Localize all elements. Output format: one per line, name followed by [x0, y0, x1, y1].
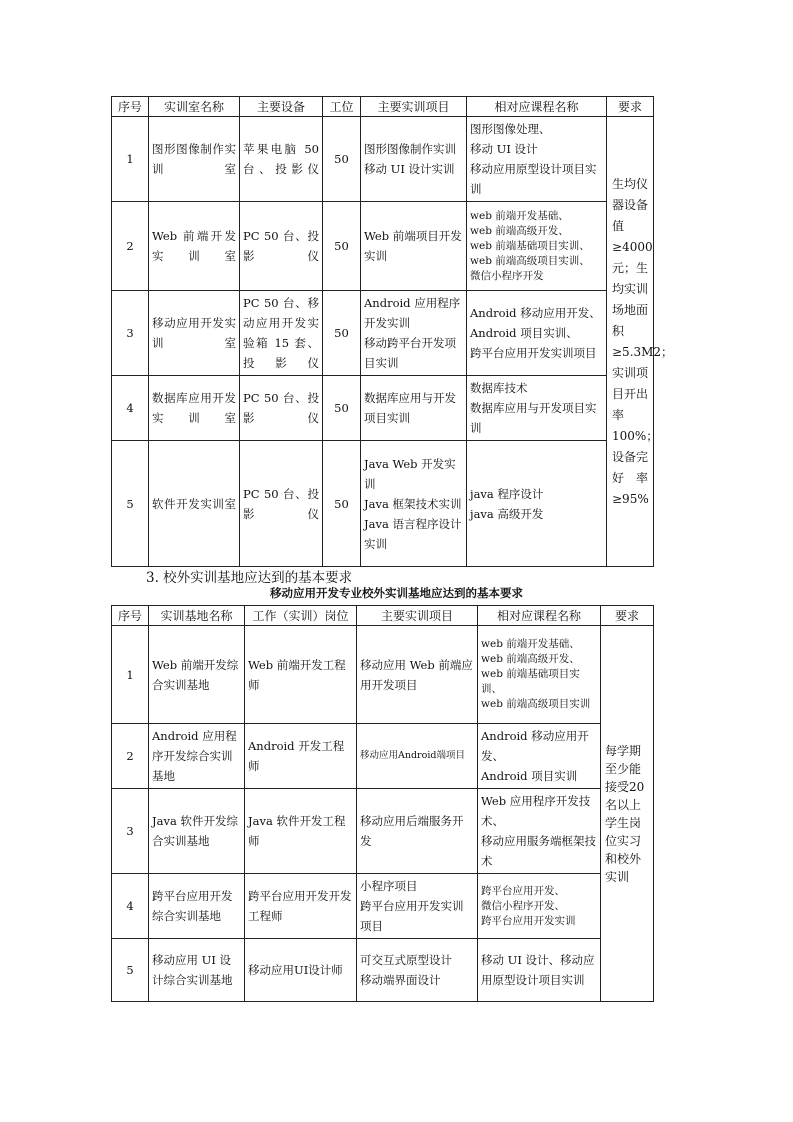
base-name: Android 应用程序开发综合实训基地	[149, 724, 245, 789]
projects-cell	[357, 874, 478, 939]
row-no: 5	[112, 939, 149, 1002]
header-no: 序号	[112, 606, 149, 626]
header-stations: 工位	[323, 97, 361, 117]
row-no: 4	[112, 874, 149, 939]
course-item: web 前端高级开发、	[481, 653, 580, 665]
base-name: Java 软件开发综合实训基地	[149, 789, 245, 874]
projects-cell	[361, 117, 467, 202]
course-item: 移动 UI 设计、移动应用原型设计项目实训	[481, 953, 595, 987]
header-no: 序号	[112, 97, 149, 117]
course-item: java 程序设计	[470, 486, 544, 501]
indoor-training-table	[111, 96, 674, 567]
course-item: 移动应用服务端框架技术	[481, 834, 596, 868]
requirement-cell: 生均仪器设备值≥4000 元；生均实训场地面积≥5.3M2；实训项目开出率100%；设备完好率≥95%	[607, 117, 654, 567]
course-item: web 前端基础项目实训、	[481, 668, 580, 695]
project-item: 跨平台应用开发实训项目	[360, 899, 464, 933]
room-name: 图形图像制作实训室	[149, 117, 240, 202]
project-item: 移动应用Android端项目	[360, 750, 465, 761]
project-item: 图形图像制作实训	[364, 142, 456, 156]
project-item: 小程序项目	[360, 879, 418, 893]
courses-cell	[478, 939, 601, 1002]
project-item: 移动 UI 设计实训	[364, 162, 455, 176]
courses-cell	[467, 376, 607, 441]
projects-cell	[361, 376, 467, 441]
course-item: Android 移动应用开发、	[470, 306, 601, 320]
course-item: 移动 UI 设计	[470, 142, 538, 156]
project-item: Java 框架技术实训	[364, 496, 462, 511]
room-name: 软件开发实训室	[149, 441, 240, 567]
header-post: 工作（实训）岗位	[245, 606, 357, 626]
course-item: Web 应用程序开发技术、	[481, 794, 591, 828]
course-item: web 前端开发基础、	[470, 209, 569, 222]
table-header-row	[112, 97, 654, 117]
row-no: 2	[112, 202, 149, 291]
row-no: 1	[112, 626, 149, 724]
table-row	[112, 626, 654, 724]
header-projects: 主要实训项目	[361, 97, 467, 117]
course-item: web 前端高级项目实训	[481, 698, 591, 710]
projects-cell	[361, 202, 467, 291]
project-item: 数据库应用与开发项目实训	[364, 391, 456, 425]
project-item: 移动跨平台开发项目实训	[364, 336, 456, 370]
base-name: Web 前端开发综合实训基地	[149, 626, 245, 724]
course-item: web 前端高级开发、	[470, 224, 569, 237]
course-item: Android 项目实训、	[470, 326, 578, 340]
header-requirement: 要求	[601, 606, 654, 626]
base-name: 跨平台应用开发综合实训基地	[149, 874, 245, 939]
offsite-training-table	[111, 605, 654, 1002]
course-item: java 高级开发	[470, 506, 544, 521]
equipment: PC 50 台、移动应用开发实验箱 15 套、投影仪	[240, 291, 323, 376]
course-item: Android 项目实训	[481, 769, 578, 783]
post: Java 软件开发工程师	[245, 789, 357, 874]
row-no: 2	[112, 724, 149, 789]
table-row	[112, 291, 654, 376]
courses-cell	[467, 291, 607, 376]
header-room-name: 实训室名称	[149, 97, 240, 117]
header-requirement: 要求	[607, 97, 654, 117]
projects-cell	[357, 626, 478, 724]
courses-cell	[478, 789, 601, 874]
equipment: PC 50 台、投影仪	[240, 202, 323, 291]
equipment: PC 50 台、投影仪	[240, 441, 323, 567]
projects-cell	[361, 441, 467, 567]
courses-cell	[478, 724, 601, 789]
row-no: 4	[112, 376, 149, 441]
project-item: Android 应用程序开发实训	[364, 296, 461, 330]
table-row	[112, 117, 654, 202]
course-item: Android 移动应用开发、	[481, 729, 589, 763]
project-item: 移动应用后端服务开发	[360, 814, 464, 848]
course-item: 图形图像处理、	[470, 122, 551, 136]
row-no: 5	[112, 441, 149, 567]
table-row	[112, 441, 654, 567]
header-courses: 相对应课程名称	[467, 97, 607, 117]
header-projects: 主要实训项目	[357, 606, 478, 626]
projects-cell	[357, 939, 478, 1002]
room-name: 移动应用开发实训室	[149, 291, 240, 376]
equipment: PC 50 台、投影仪	[240, 376, 323, 441]
stations: 50	[323, 202, 361, 291]
course-item: 微信小程序开发	[470, 269, 544, 282]
table-row	[112, 874, 654, 939]
row-no: 3	[112, 789, 149, 874]
post: Web 前端开发工程师	[245, 626, 357, 724]
course-item: 数据库技术	[470, 381, 528, 395]
course-item: web 前端开发基础、	[481, 638, 580, 650]
projects-cell	[361, 291, 467, 376]
base-name: 移动应用 UI 设计综合实训基地	[149, 939, 245, 1002]
header-courses: 相对应课程名称	[478, 606, 601, 626]
stations: 50	[323, 117, 361, 202]
table-row	[112, 724, 654, 789]
course-item: 微信小程序开发、	[481, 899, 565, 912]
project-item: Web 前端项目开发实训	[364, 229, 462, 263]
course-item: 跨平台应用开发实训项目	[470, 346, 597, 360]
courses-cell	[478, 626, 601, 724]
table-row	[112, 202, 654, 291]
project-item: 可交互式原型设计	[360, 953, 452, 967]
courses-cell	[478, 874, 601, 939]
requirement-cell: 每学期至少能接受20名以上学生岗位实习和校外实训	[601, 626, 654, 1002]
projects-cell	[357, 724, 478, 789]
course-item: 跨平台应用开发、	[481, 884, 565, 897]
header-equipment: 主要设备	[240, 97, 323, 117]
table-header-row	[112, 606, 654, 626]
table-caption: 移动应用开发专业校外实训基地应达到的基本要求	[270, 586, 523, 600]
project-item: Java Web 开发实训	[364, 456, 456, 491]
course-item: 跨平台应用开发实训	[481, 914, 576, 927]
stations: 50	[323, 291, 361, 376]
course-item: web 前端基础项目实训、	[470, 239, 590, 252]
courses-cell	[467, 117, 607, 202]
courses-cell	[467, 441, 607, 567]
row-no: 3	[112, 291, 149, 376]
stations: 50	[323, 376, 361, 441]
equipment: 苹果电脑 50台、投影仪	[240, 117, 323, 202]
post: 跨平台应用开发开发工程师	[245, 874, 357, 939]
table-row	[112, 789, 654, 874]
project-item: 移动应用 Web 前端应用开发项目	[360, 657, 473, 692]
header-base-name: 实训基地名称	[149, 606, 245, 626]
projects-cell	[357, 789, 478, 874]
course-item: 数据库应用与开发项目实训	[470, 401, 597, 435]
course-item: 移动应用原型设计项目实训	[470, 162, 597, 196]
project-item: Java 语言程序设计实训	[364, 516, 462, 551]
post: 移动应用UI设计师	[245, 939, 357, 1002]
course-item: web 前端高级项目实训、	[470, 254, 590, 267]
stations: 50	[323, 441, 361, 567]
project-item: 移动端界面设计	[360, 973, 441, 987]
courses-cell	[467, 202, 607, 291]
section-heading: 3. 校外实训基地应达到的基本要求	[146, 570, 353, 586]
table-row	[112, 376, 654, 441]
room-name: 数据库应用开发实训室	[149, 376, 240, 441]
row-no: 1	[112, 117, 149, 202]
table-row	[112, 939, 654, 1002]
post: Android 开发工程师	[245, 724, 357, 789]
room-name: Web 前端开发实训室	[149, 202, 240, 291]
